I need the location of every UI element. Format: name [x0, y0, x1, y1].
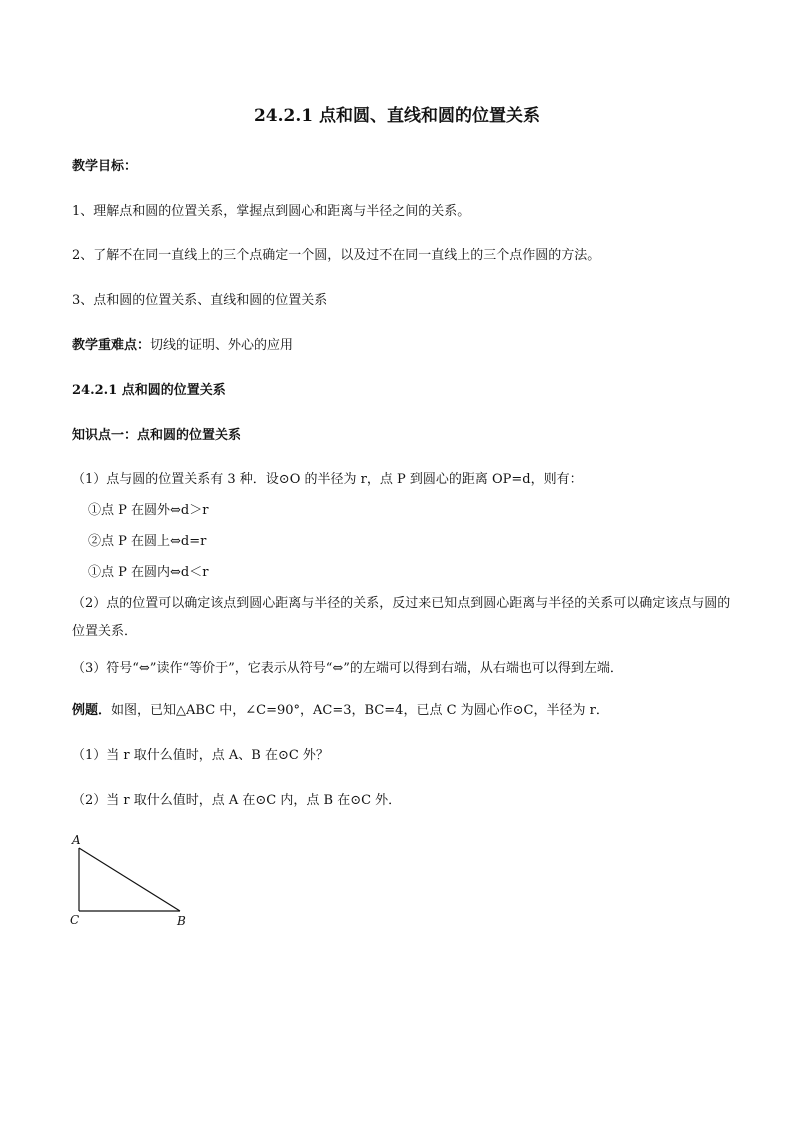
section-heading: 24.2.1 点和圆的位置关系 [72, 383, 226, 398]
objective-3: 3、点和圆的位置关系、直线和圆的位置关系 [72, 293, 328, 308]
example-question-1: （1）当 r 取什么值时，点 A、B 在⊙C 外？ [72, 748, 329, 763]
key-points-label: 教学重难点： [72, 338, 151, 353]
objective-1: 1、理解点和圆的位置关系，掌握点到圆心和距离与半径之间的关系。 [72, 204, 471, 219]
objective-2: 2、了解不在同一直线上的三个点确定一个圆，以及过不在同一直线上的三个点作圆的方法。 [72, 248, 601, 263]
key-points-text: 切线的证明、外心的应用 [150, 338, 294, 353]
knowledge-case-on: ②点 P 在圆上⇔d=r [88, 534, 207, 549]
example [72, 701, 609, 721]
vertex-label-c: C [70, 913, 80, 927]
example-question-2: （2）当 r 取什么值时，点 A 在⊙C 内，点 B 在⊙C 外． [72, 793, 402, 808]
knowledge-item-2: （2）点的位置可以确定该点到圆心距离与半径的关系，反过来已知点到圆心距离与半径的关系可以确定该点与圆的位置关系． [72, 596, 731, 639]
side-ab [79, 848, 180, 911]
key-points [72, 336, 293, 356]
triangle-diagram [62, 830, 202, 930]
knowledge-case-inside: ①点 P 在圆内⇔d＜r [88, 565, 209, 580]
triangle-figure [62, 830, 202, 930]
example-label: 例题． [72, 703, 112, 718]
vertex-label-a: A [72, 833, 81, 847]
objectives-heading: 教学目标： [72, 159, 138, 174]
knowledge-heading: 知识点一：点和圆的位置关系 [72, 428, 242, 443]
vertex-label-b: B [177, 914, 186, 928]
page-title: 24.2.1 点和圆、直线和圆的位置关系 [253, 106, 541, 126]
example-text: 如图，已知△ABC 中，∠C=90°，AC=3，BC=4，已点 C 为圆心作⊙C，半径为 r． [111, 703, 609, 718]
knowledge-item-3: （3）符号“⇔”读作“等价于”，它表示从符号“⇔”的左端可以得到右端，从右端也可以得到左端． [72, 661, 623, 676]
knowledge-case-outside: ①点 P 在圆外⇔d＞r [88, 503, 209, 518]
knowledge-item-1: （1）点与圆的位置关系有 3 种．设⊙O 的半径为 r，点 P 到圆心的距离 OP=d，则有： [72, 472, 583, 487]
